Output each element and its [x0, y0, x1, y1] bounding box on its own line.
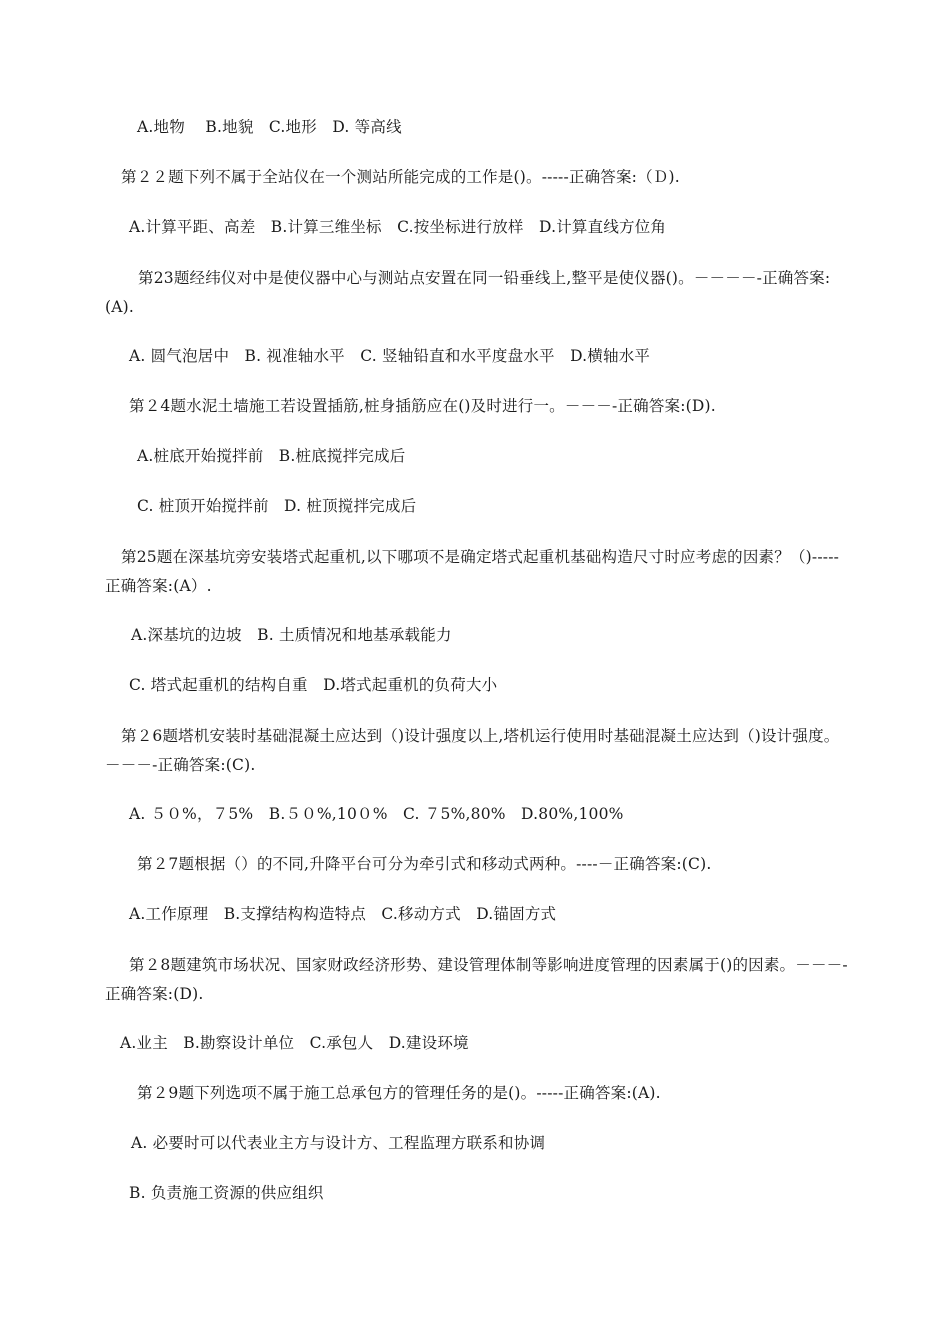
- q21-options: A.地物 B.地貌 C.地形 D. 等高线: [137, 118, 402, 136]
- q25-question: 第25题在深基坑旁安装塔式起重机,以下哪项不是确定塔式起重机基础构造尺寸时应考虑的因素？（)-----正确答案:(A）.: [105, 548, 840, 595]
- q25-options-cd: C. 塔式起重机的结构自重 D.塔式起重机的负荷大小: [129, 676, 498, 694]
- q28-options: A.业主 B.勘察设计单位 C.承包人 D.建设环境: [120, 1034, 469, 1052]
- q24-options-cd: C. 桩顶开始搅拌前 D. 桩顶搅拌完成后: [137, 497, 417, 515]
- q22-question: 第２２题下列不属于全站仪在一个测站所能完成的工作是()。-----正确答案:（Ｄ).: [121, 168, 680, 186]
- q22-options: A.计算平距、高差 B.计算三维坐标 C.按坐标进行放样 D.计算直线方位角: [129, 218, 667, 236]
- q29-question: 第２9题下列选项不属于施工总承包方的管理任务的是()。-----正确答案:(A).: [137, 1084, 661, 1102]
- q27-question: 第２7题根据（）的不同,升降平台可分为牵引式和移动式两种。----－正确答案:(C).: [137, 855, 712, 873]
- q26-options: A. ５０%，７5% B.５０%,10０% C. ７5%,80% D.80%,100%: [129, 805, 624, 823]
- q24-question: 第２4题水泥土墙施工若设置插筋,桩身插筋应在()及时进行一。－－－-正确答案:(D).: [129, 397, 716, 415]
- q24-options-ab: A.桩底开始搅拌前 B.桩底搅拌完成后: [137, 447, 406, 465]
- q23-question: 第23题经纬仪对中是使仪器中心与测站点安置在同一铅垂线上,整平是使仪器()。－－－－-正确答案:(A).: [105, 269, 831, 316]
- q29-option-b: B. 负责施工资源的供应组织: [129, 1184, 324, 1202]
- q29-option-a: A. 必要时可以代表业主方与设计方、工程监理方联系和协调: [131, 1134, 546, 1152]
- q23-options: A. 圆气泡居中 B. 视准轴水平 C. 竖轴铅直和水平度盘水平 D.横轴水平: [129, 347, 651, 365]
- q27-options: A.工作原理 B.支撑结构构造特点 C.移动方式 D.锚固方式: [129, 905, 557, 923]
- q26-question: 第２6题塔机安装时基础混凝土应达到（)设计强度以上,塔机运行使用时基础混凝土应达到（)设计强度。－－－-正确答案:(C).: [105, 727, 840, 774]
- q25-options-ab: A.深基坑的边坡 B. 土质情况和地基承载能力: [131, 626, 452, 644]
- q28-question: 第２8题建筑市场状况、国家财政经济形势、建设管理体制等影响进度管理的因素属于()的因素。－－－-正确答案:(D).: [105, 956, 848, 1003]
